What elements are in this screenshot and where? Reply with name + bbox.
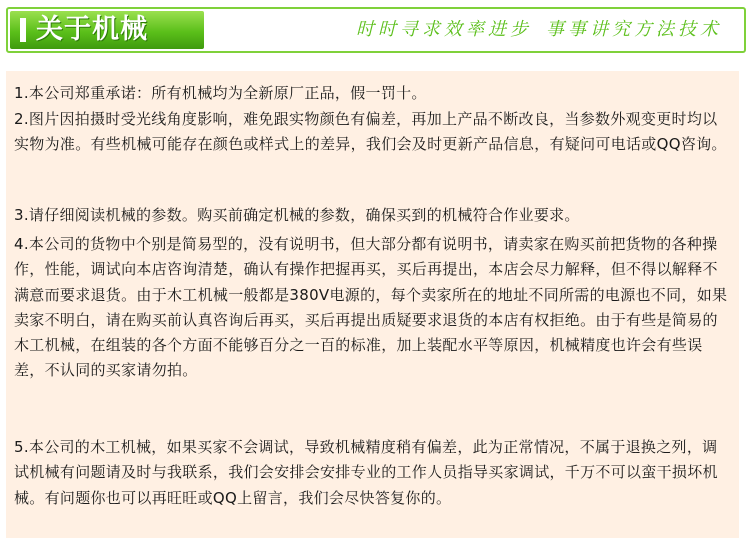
notice-item-1: 1.本公司郑重承诺：所有机械均为全新原厂正品，假一罚十。 <box>14 84 427 102</box>
title-block <box>10 11 204 49</box>
slogan-left: 时时寻求效率进步 <box>356 19 532 40</box>
title-accent-bar <box>20 18 26 42</box>
notice-panel <box>6 71 739 538</box>
slogan-right: 事事讲究方法技术 <box>546 19 722 40</box>
page-title: 关于机械 <box>36 14 148 45</box>
notice-item-2: 2.图片因拍摄时受光线角度影响，难免跟实物颜色有偏差，再加上产品不断改良，当参数外观变更时均以实物为准。有些机械可能存在颜色或样式上的差异，我们会及时更新产品信息，有疑问可电话或QQ咨询。 <box>14 110 727 154</box>
notice-item-4: 4.本公司的货物中个别是简易型的，没有说明书，但大部分都有说明书，请卖家在购买前把货物的各种操作，性能，调试向本店咨询清楚，确认有操作把握再买，买后再提出，本店会尽力解释，但不得以解释不满意而要求退货。由于木工机械一般都是380V电源的，每个卖家所在的地址不同所需的电源也不同，如果卖家不明白，请在购买前认真咨询后再买，买后再提出质疑要求退货的本店有权拒绝。由于有些是简易的木工机械，在组装的各个方面不能够百分之一百的标准，加上装配水平等原因，机械精度也许会有些误差，不认同的买家请勿拍。 <box>14 235 728 380</box>
notice-item-5: 5.本公司的木工机械，如果买家不会调试，导致机械精度稍有偏差，此为正常情况，不属于退换之列，调试机械有问题请及时与我联系，我们会安排会安排专业的工作人员指导买家调试，千万不可以蛮干损坏机械。有问题你也可以再旺旺或QQ上留言，我们会尽快答复你的。 <box>14 438 718 507</box>
slogan <box>356 18 722 42</box>
notice-item-3: 3.请仔细阅读机械的参数。购买前确定机械的参数，确保买到的机械符合作业要求。 <box>14 206 580 224</box>
header-banner <box>6 7 746 53</box>
